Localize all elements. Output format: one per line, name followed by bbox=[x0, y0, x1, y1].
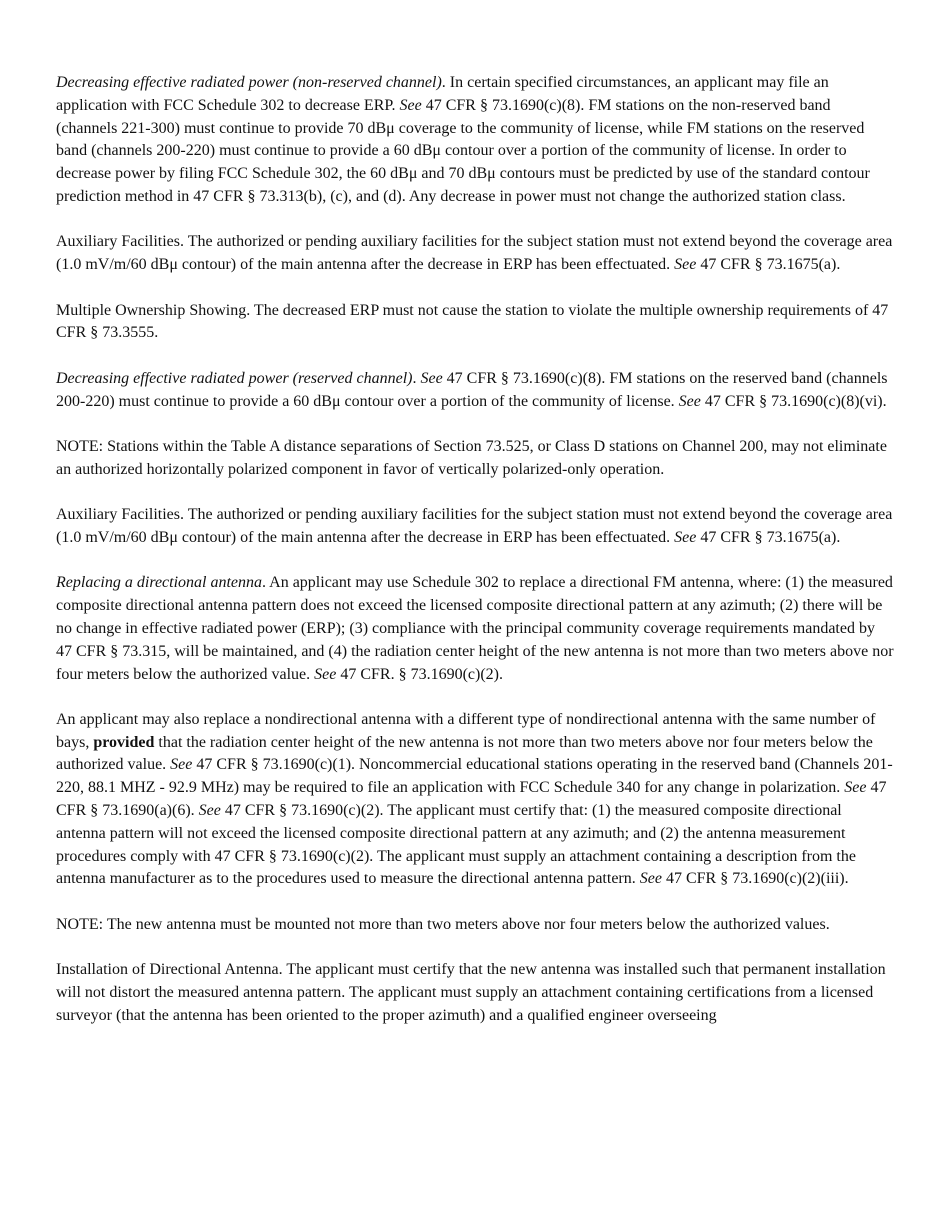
text-run: See bbox=[674, 256, 697, 274]
text-run: See bbox=[420, 369, 443, 387]
text-run: 47 CFR § 73.1690(c)(8)(vi). bbox=[700, 392, 887, 410]
paragraph-replacing-directional-antenna bbox=[56, 572, 894, 686]
text-run: 47 CFR § 73.1690(c)(2). The applicant must certify that: (1) the measured composite directional antenna pattern will not exceed the licensed composite directional pattern at any azimuth; and (2) the antenna measurement procedures comply with 47 CFR § 73.1690(c)(2). The applicant must supply an attachment containing a description from the antenna manufacturer as to the procedures used to measure the directional antenna pattern. bbox=[56, 802, 856, 888]
text-run: Installation of Directional Antenna. The applicant must certify that the new antenna was installed such that permanent installation will not distort the measured antenna pattern. The applicant must supply an attachment containing certifications from a licensed surveyor (that the antenna has been oriented to the proper azimuth) and a qualified engineer overseeing bbox=[56, 961, 886, 1024]
text-run: See bbox=[170, 756, 193, 774]
text-run: NOTE: Stations within the Table A distance separations of Section 73.525, or Class D stations on Channel 200, may not eliminate an authorized horizontally polarized component in favor of vertically polarized-only operation. bbox=[56, 437, 887, 478]
text-run: See bbox=[198, 802, 221, 820]
paragraph-note-polarization bbox=[56, 436, 894, 482]
text-run: Decreasing effective radiated power (non-reserved channel) bbox=[56, 74, 442, 91]
paragraph-note-mounting bbox=[56, 914, 894, 937]
text-run: 47 CFR § 73.1690(c)(1). Noncommercial educational stations operating in the reserved band (Channels 201-220, 88.1 MHZ - 92.9 MHz) may be required to file an application with FCC Schedule 340 for any change in polarization. bbox=[56, 756, 893, 797]
text-run: 47 CFR § 73.1675(a). bbox=[696, 256, 841, 274]
text-run: 47 CFR. § 73.1690(c)(2). bbox=[336, 665, 503, 683]
paragraph-decreasing-erp-reserved bbox=[56, 368, 894, 414]
paragraph-auxiliary-facilities bbox=[56, 231, 894, 277]
paragraph-auxiliary-facilities-2 bbox=[56, 504, 894, 550]
text-run: An applicant may also replace a nondirectional antenna with a different type of nondirectional antenna with the same number of bays, bbox=[56, 710, 876, 751]
text-run: . In certain specified circumstances, an applicant may file an application with FCC Schedule 302 to decrease ERP. bbox=[56, 74, 829, 114]
text-run: . An applicant may use Schedule 302 to replace a directional FM antenna, where: (1) the measured composite directional antenna pattern does not exceed the licensed composite directional pattern at any azimuth; (2) there will be no change in effective radiated power (ERP); (3) compliance with the principal community coverage requirements mandated by 47 CFR § 73.315, will be maintained, and (4) the radiation center height of the new antenna is not more than two meters above nor four meters below the authorized value. bbox=[56, 574, 894, 683]
text-run: 47 CFR § 73.1690(c)(8). FM stations on the non-reserved band (channels 221-300) must continue to provide 70 dBμ coverage to the community of license, while FM stations on the reserved band (channels 200-220) must continue to provide a 60 dBμ contour over a portion of the community of license. In order to decrease power by filing FCC Schedule 302, the 60 dBμ and 70 dBμ contours must be predicted by use of the standard contour prediction method in 47 CFR § 73.313(b), (c), and (d). Any decrease in power must not change the authorized station class. bbox=[56, 96, 870, 205]
text-run: Auxiliary Facilities. The authorized or pending auxiliary facilities for the subject station must not extend beyond the coverage area (1.0 mV/m/60 dBμ contour) of the main antenna after the decrease in ERP has been effectuated. bbox=[56, 506, 893, 546]
text-run: . bbox=[412, 369, 421, 387]
paragraph-installation-directional-antenna bbox=[56, 959, 894, 1027]
document-page bbox=[56, 72, 894, 1050]
text-run: 47 CFR § 73.1675(a). bbox=[696, 528, 841, 546]
text-run: See bbox=[674, 528, 697, 546]
text-run: 47 CFR § 73.1690(a)(6). bbox=[56, 779, 887, 820]
text-run: that the radiation center height of the new antenna is not more than two meters above nor four meters below the authorized value. bbox=[56, 733, 873, 774]
text-run: See bbox=[399, 96, 422, 114]
text-run: Replacing a directional antenna bbox=[56, 574, 263, 592]
text-run: See bbox=[678, 392, 701, 410]
text-run: 47 CFR § 73.1690(c)(2)(iii). bbox=[661, 870, 849, 888]
text-run: Auxiliary Facilities. The authorized or pending auxiliary facilities for the subject station must not extend beyond the coverage area (1.0 mV/m/60 dBμ contour) of the main antenna after the decrease in ERP has been effectuated. bbox=[56, 233, 893, 274]
text-run: provided bbox=[93, 733, 155, 751]
text-run: NOTE: The new antenna must be mounted not more than two meters above nor four meters below the authorized values. bbox=[56, 915, 830, 933]
paragraph-multiple-ownership bbox=[56, 300, 894, 346]
paragraph-decreasing-erp-non-reserved bbox=[56, 72, 894, 209]
text-run: 47 CFR § 73.1690(c)(8). FM stations on the reserved band (channels 200-220) must continue to provide a 60 dBμ contour over a portion of the community of license. bbox=[56, 369, 888, 410]
text-run: See bbox=[314, 665, 337, 683]
text-run: See bbox=[844, 779, 867, 797]
text-run: See bbox=[639, 870, 662, 888]
paragraph-replacing-nondirectional-antenna bbox=[56, 709, 894, 891]
text-run: Decreasing effective radiated power (reserved channel) bbox=[56, 369, 413, 387]
text-run: Multiple Ownership Showing. The decreased ERP must not cause the station to violate the multiple ownership requirements of 47 CFR § 73.3555. bbox=[56, 301, 889, 342]
